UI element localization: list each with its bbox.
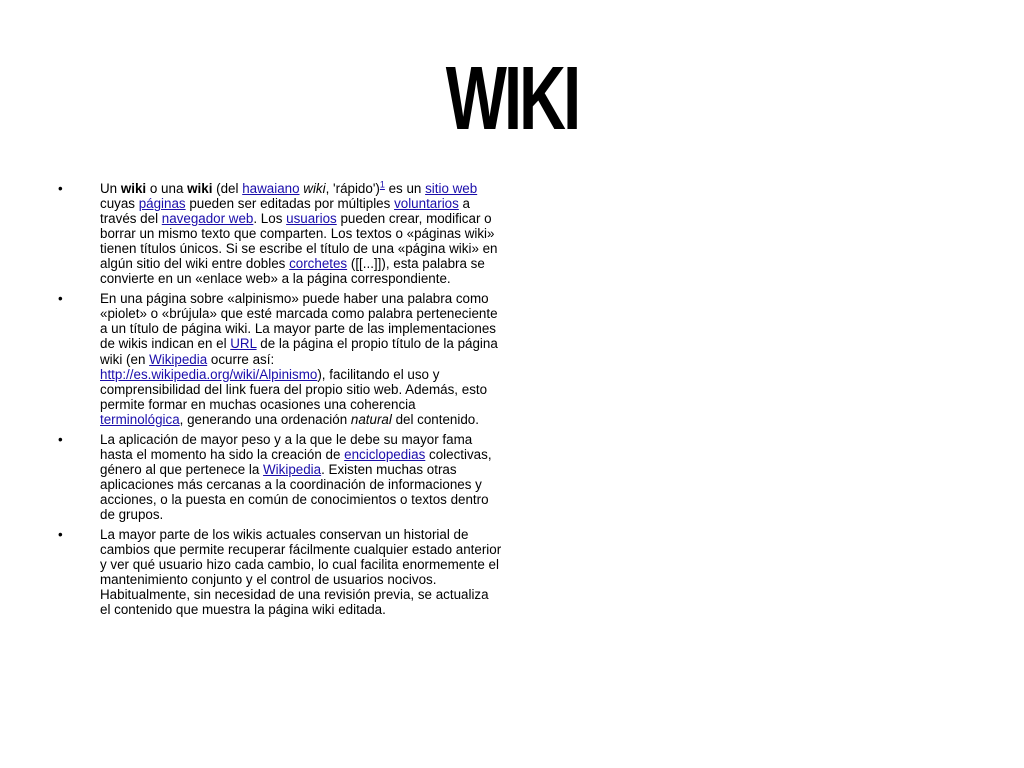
bullet-item [58,527,502,617]
bullet-item [58,432,502,522]
text-link[interactable]: Wikipedia [149,351,208,367]
text-link[interactable]: usuarios [286,211,337,227]
text-link[interactable]: http://es.wikipedia.org/wiki/Alpinismo [100,366,318,382]
bullet-text: a través del [100,196,470,227]
bullet-text: cuyas [100,196,139,212]
text-link[interactable]: voluntarios [394,196,459,212]
bullet-marker: • [58,527,63,543]
slide-title: WIKI [445,49,579,149]
bold-text: wiki [120,181,147,196]
text-link[interactable]: páginas [138,196,186,212]
bullet-text: Un [100,181,121,196]
text-link[interactable]: hawaiano [242,181,300,196]
bullet-text: ocurre así: [207,351,275,367]
text-link[interactable]: terminológica [100,411,180,427]
italic-text: natural [350,411,392,427]
bullet-text: En una página sobre «alpinismo» puede haber una palabra como «piolet» o «brújula» que esté marcada como palabra perteneciente a un título de página wiki. La mayor parte de las implementaciones de wikis indican en el [100,291,498,352]
bullet-text: . Los [253,211,287,227]
text-link[interactable]: navegador web [161,211,254,227]
bullet-marker: • [58,291,63,307]
bullet-item [58,181,502,286]
text-link[interactable]: sitio web [425,181,478,196]
bullet-text: pueden ser editadas por múltiples [185,196,395,212]
bullet-text: pueden crear, modificar o borrar un mismo texto que comparten. Los textos o «páginas wiki» tienen títulos únicos. Si se escribe el título de una «página wiki» en algún sitio del wiki entre dobles [100,211,498,272]
bullet-item [58,291,502,426]
bullet-marker: • [58,431,63,447]
reference-link[interactable]: 1 [379,179,385,190]
bullet-marker: • [58,181,63,196]
bullet-text: o una [146,181,188,196]
bullet-text: del contenido. [391,411,479,427]
bullet-text: La aplicación de mayor peso y a la que le debe su mayor fama hasta el momento ha sido la creación de [100,431,473,462]
bullet-text: colectivas, género al que pertenece la [100,446,492,477]
bullet-text: ), facilitando el uso y comprensibilidad del link fuera del propio sitio web. Además, esto permite formar en muchas ocasiones una coherencia [100,366,488,412]
text-link[interactable]: enciclopedias [344,446,426,462]
text-link[interactable]: corchetes [289,256,348,272]
text-link[interactable]: Wikipedia [263,461,322,477]
bullet-text: ([[...]]), esta palabra se convierte en un «enlace web» a la página correspondiente. [100,256,485,287]
bullet-text: . Existen muchas otras aplicaciones más cercanas a la coordinación de informaciones y acciones, o la puesta en común de conocimientos o textos dentro de grupos. [100,461,489,522]
bullet-text: es un [384,181,426,196]
italic-text: wiki [303,181,326,196]
bullet-text: , 'rápido') [325,181,380,196]
bold-text: wiki [187,181,213,196]
bullet-text: (del [212,181,243,196]
text-link[interactable]: URL [230,336,257,352]
bullet-text: de la página el propio título de la página wiki (en [100,336,498,367]
bullet-text: La mayor parte de los wikis actuales conservan un historial de cambios que permite recuperar fácilmente cualquier estado anterior y ver qué usuario hizo cada cambio, lo cual facilita enormemente el mantenimiento conjunto y el control de usuarios nocivos. Habitualmente, sin necesidad de una revisión previa, se actualiza el contenido que muestra la página wiki editada. [100,527,502,618]
bullet-list [58,181,502,622]
bullet-text: , generando una ordenación [179,411,351,427]
